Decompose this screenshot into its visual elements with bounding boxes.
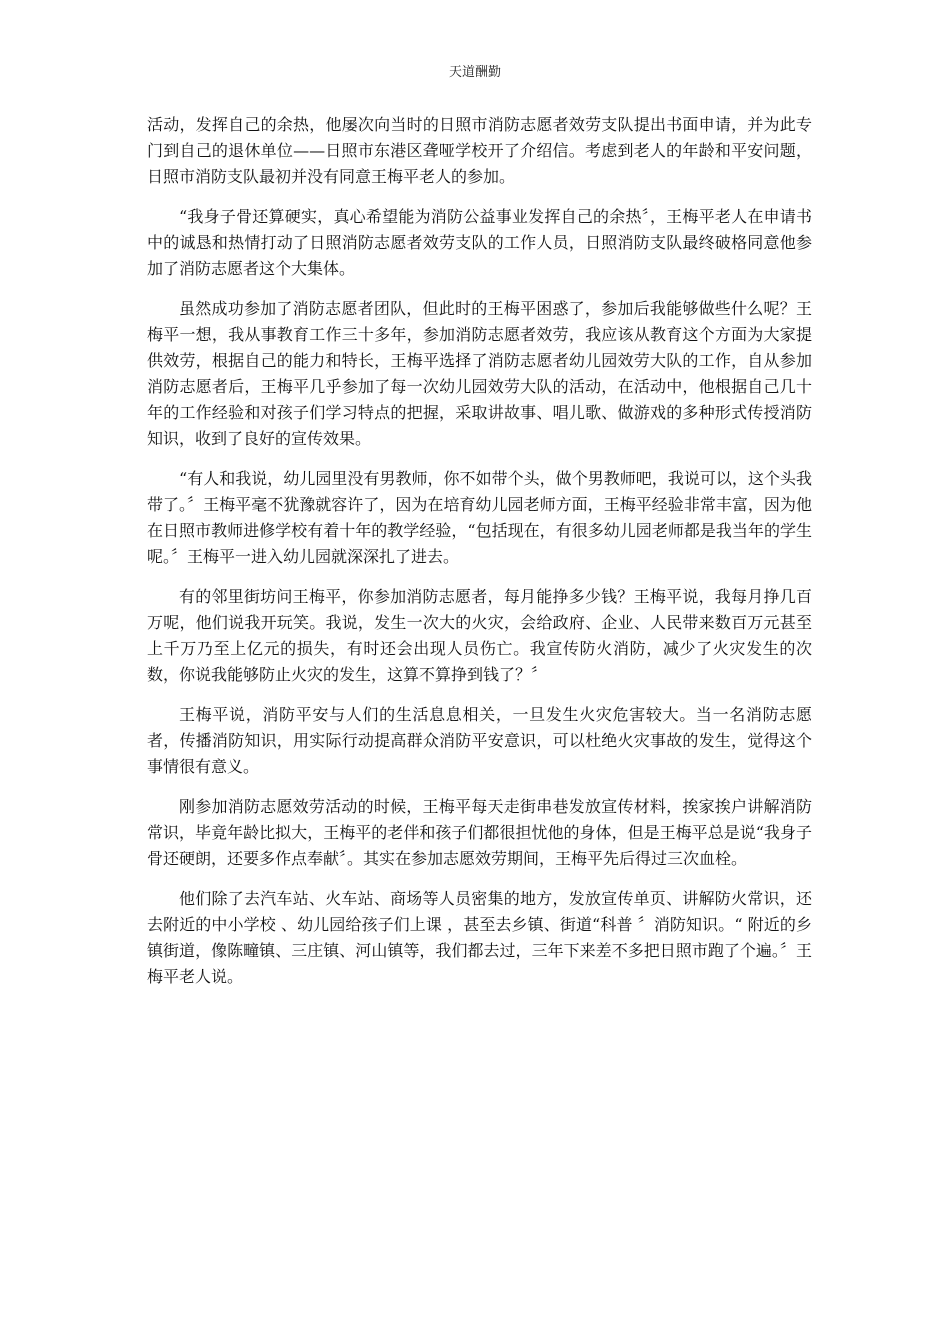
paragraph-6: 王梅平说，消防平安与人们的生活息息相关，一旦发生火灾危害较大。当一名消防志愿者，传播消防知识，用实际行动提高群众消防平安意识，可以杜绝火灾事故的发生，觉得这个事情很有意义。 <box>147 705 812 776</box>
paragraph-4: “有人和我说，幼儿园里没有男教师，你不如带个头，做个男教师吧，我说可以，这个头我带了。〞王梅平毫不犹豫就容许了，因为在培育幼儿园老师方面，王梅平经验非常丰富，因为他在日照市教师进修学校有着十年的教学经验，“包括现在，有很多幼儿园老师都是我当年的学生呢。〞王梅平一进入幼儿园就深深扎了进去。 <box>147 469 812 566</box>
paragraph-2: “我身子骨还算硬实，真心希望能为消防公益事业发挥自己的余热〞，王梅平老人在申请书中的诚恳和热情打动了日照消防志愿者效劳支队的工作人员，日照消防支队最终破格同意他参加了消防志愿者这个大集体。 <box>147 207 812 278</box>
paragraph-8: 他们除了去汽车站、火车站、商场等人员密集的地方，发放宣传单页、讲解防火常识，还去附近的中小学校 、幼儿园给孩子们上课 ，甚至去乡镇、街道“科普 〞消防知识。“ 附近的乡镇街道，像陈疃镇、三庄镇、河山镇等，我们都去过，三年下来差不多把日照市跑了个遍。〞王梅平老人说。 <box>147 889 812 986</box>
document-body <box>147 112 812 1004</box>
paragraph-5: 有的邻里街坊问王梅平，你参加消防志愿者，每月能挣多少钱？王梅平说，我每月挣几百万呢，他们说我开玩笑。我说，发生一次大的火灾，会给政府、企业、人民带来数百万元甚至上千万乃至上亿元的损失，有时还会出现人员伤亡。我宣传防火消防，减少了火灾发生的次数，你说我能够防止火灾的发生，这算不算挣到钱了？〞 <box>147 587 812 684</box>
paragraph-3: 虽然成功参加了消防志愿者团队，但此时的王梅平困惑了，参加后我能够做些什么呢？王梅平一想，我从事教育工作三十多年，参加消防志愿者效劳，我应该从教育这个方面为大家提供效劳，根据自己的能力和特长，王梅平选择了消防志愿者幼儿园效劳大队的工作，自从参加消防志愿者后，王梅平几乎参加了每一次幼儿园效劳大队的活动，在活动中，他根据自己几十年的工作经验和对孩子们学习特点的把握，采取讲故事、唱儿歌、做游戏的多种形式传授消防知识，收到了良好的宣传效果。 <box>147 299 812 448</box>
paragraph-1: 活动，发挥自己的余热，他屡次向当时的日照市消防志愿者效劳支队提出书面申请，并为此专门到自己的退休单位——日照市东港区聋哑学校开了介绍信。考虑到老人的年龄和平安问题，日照市消防支队最初并没有同意王梅平老人的参加。 <box>147 115 812 186</box>
page-header: 天道酬勤 <box>448 65 501 80</box>
paragraph-7: 刚参加消防志愿效劳活动的时候，王梅平每天走街串巷发放宣传材料，挨家挨户讲解消防常识，毕竟年龄比拟大，王梅平的老伴和孩子们都很担忧他的身体，但是王梅平总是说“我身子骨还硬朗，还要多作点奉献〞。其实在参加志愿效劳期间，王梅平先后得过三次血栓。 <box>147 797 812 868</box>
